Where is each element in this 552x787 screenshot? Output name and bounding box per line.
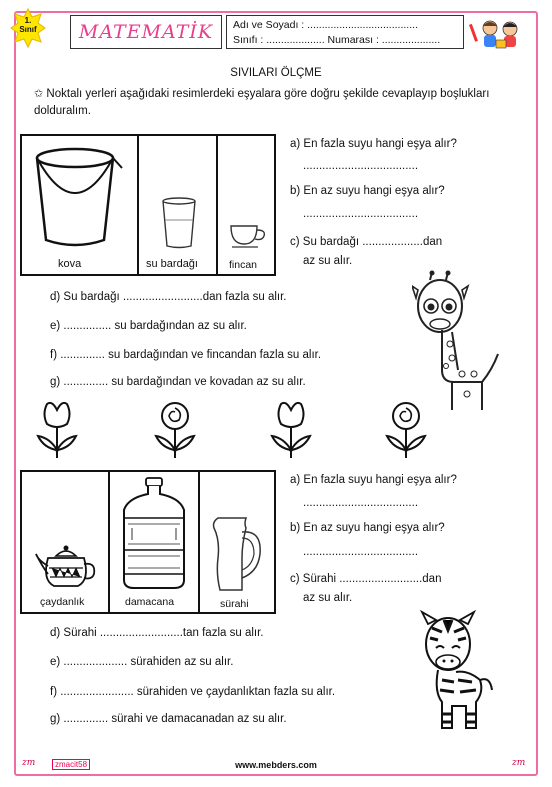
divider (108, 470, 110, 614)
s2-question-f[interactable]: f) ....................... sürahiden ve çaydanlıktan fazla su alır. (50, 686, 336, 698)
rose-icon (152, 400, 198, 462)
s2-answer-a-blank[interactable]: .................................... (303, 497, 419, 509)
instruction-text (34, 86, 524, 120)
s1-question-e[interactable]: e) ............... su bardağından az su alır. (50, 320, 247, 332)
s1-question-d[interactable]: d) Su bardağı .........................dan fazla su alır. (50, 291, 287, 303)
footer-logo-left: zm (22, 758, 36, 768)
rose-icon (383, 400, 429, 462)
tulip-icon (34, 400, 80, 462)
star-icon: ✩ (34, 88, 44, 100)
s2-question-d[interactable]: d) Sürahi ..........................tan fazla su alır. (50, 627, 264, 639)
name-field[interactable]: Adı ve Soyadı : ...................................... (233, 19, 418, 31)
cup-icon (228, 222, 268, 250)
pitcher-icon (212, 514, 266, 594)
s2-question-c[interactable]: c) Sürahi ..........................dan (290, 573, 442, 585)
caption-cup: fincan (229, 259, 258, 271)
subject-title: MATEMATİK (78, 21, 214, 43)
footer-author-tag: zmacit58 (52, 759, 90, 770)
s1-question-c-end: az su alır. (303, 255, 353, 267)
caption-teapot: çaydanlık (40, 596, 85, 608)
s2-question-e[interactable]: e) .................... sürahiden az su alır. (50, 656, 234, 668)
grade-label (10, 16, 46, 34)
caption-bucket: kova (58, 258, 82, 270)
children-illustration-icon (466, 14, 530, 50)
s1-question-c[interactable]: c) Su bardağı ...................dan (290, 236, 443, 248)
divider (216, 134, 218, 276)
divider (198, 470, 200, 614)
s2-question-b: b) En az suyu hangi eşya alır? (290, 522, 445, 534)
instruction-body: Noktalı yerleri aşağıdaki resimlerdeki eşyalara göre doğru şekilde cevaplayıp boşlukları dolduralım. (34, 88, 490, 117)
s1-answer-b-blank[interactable]: .................................... (303, 208, 419, 220)
teapot-icon (34, 544, 100, 590)
s2-question-c-end: az su alır. (303, 592, 353, 604)
divider (137, 134, 139, 276)
class-number-field[interactable]: Sınıfı : .................... Numarası : .................... (233, 34, 441, 46)
s2-answer-b-blank[interactable]: .................................... (303, 546, 419, 558)
s1-question-b: b) En az suyu hangi eşya alır? (290, 185, 445, 197)
caption-water-jug: damacana (125, 596, 175, 608)
tulip-icon (268, 400, 314, 462)
footer-logo-right: zm (512, 758, 526, 768)
s2-question-g[interactable]: g) .............. sürahi ve damacanadan az su alır. (50, 713, 287, 725)
s1-answer-a-blank[interactable]: .................................... (303, 160, 419, 172)
s1-question-a: a) En fazla suyu hangi eşya alır? (290, 138, 457, 150)
s1-question-g[interactable]: g) .............. su bardağından ve kovadan az su alır. (50, 376, 306, 388)
footer-url[interactable]: www.mebders.com (235, 760, 317, 770)
glass-icon (160, 196, 198, 250)
s2-question-a: a) En fazla suyu hangi eşya alır? (290, 474, 457, 486)
bucket-icon (30, 142, 128, 252)
caption-glass: su bardağı (146, 258, 198, 270)
grade-text: 1. Sınıf (19, 16, 37, 34)
giraffe-illustration-icon (412, 270, 507, 418)
water-jug-icon (118, 476, 190, 592)
caption-pitcher: sürahi (220, 598, 249, 610)
s1-question-f[interactable]: f) .............. su bardağından ve fincandan fazla su alır. (50, 349, 322, 361)
zebra-illustration-icon (418, 610, 498, 734)
worksheet-heading: SIVILARI ÖLÇME (230, 67, 322, 79)
